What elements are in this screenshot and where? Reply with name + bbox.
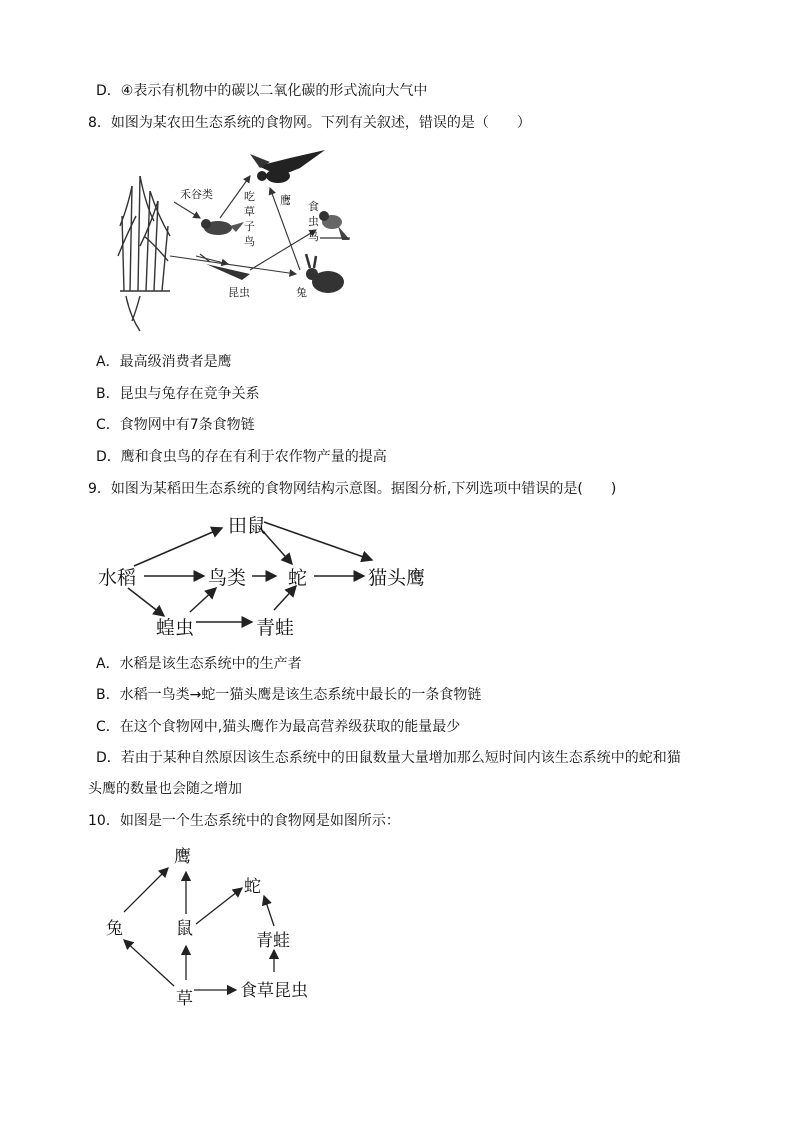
label-rabbit: 兔 — [296, 286, 307, 299]
label-insect-bird-3: 鸟 — [308, 230, 319, 243]
label-seed-bird-2: 草 — [244, 205, 255, 218]
node-snake: 蛇 — [288, 567, 308, 589]
label-insect-bird-2: 虫 — [308, 215, 319, 228]
node-frog: 青蛙 — [256, 931, 290, 951]
q9-option-a: A．水稻是该生态系统中的生产者 — [96, 656, 302, 672]
q8-option-b: B．昆虫与兔存在竞争关系 — [96, 386, 260, 402]
node-owl: 猫头鹰 — [368, 567, 426, 589]
node-mouse: 鼠 — [176, 919, 193, 939]
seed-bird-drawing — [201, 219, 244, 235]
q9-food-web-diagram — [92, 508, 432, 638]
node-birds: 鸟类 — [208, 567, 247, 589]
q9-option-b: B．水稻一鸟类→蛇一猫头鹰是该生态系统中最长的一条食物链 — [96, 687, 482, 703]
node-herb-insect: 食草昆虫 — [240, 981, 308, 1001]
q8-option-c: C．食物网中有7条食物链 — [96, 417, 255, 433]
node-frog: 青蛙 — [256, 617, 295, 638]
label-seed-bird-1: 吃 — [244, 190, 255, 203]
insect-bird-drawing — [319, 211, 350, 240]
grain-plant-drawing — [118, 176, 170, 331]
q10-food-web-diagram — [98, 840, 338, 1015]
label-insect: 昆虫 — [228, 286, 250, 299]
question-9-stem: 9．如图为某稻田生态系统的食物网结构示意图。据图分析,下列选项中错误的是( ) — [88, 481, 617, 497]
q9-option-d-continued: 头鹰的数量也会随之增加 — [88, 781, 242, 797]
node-hawk: 鹰 — [174, 847, 191, 867]
label-seed-bird-3: 子 — [244, 220, 255, 233]
label-seed-bird-4: 鸟 — [244, 235, 255, 248]
node-rice: 水稻 — [98, 567, 137, 589]
q8-food-web-illustration — [110, 146, 370, 336]
label-insect-bird-1: 食 — [308, 200, 319, 213]
option-d-prev: D．④表示有机物中的碳以二氧化碳的形式流向大气中 — [96, 83, 428, 99]
node-grass: 草 — [176, 989, 193, 1009]
hawk-drawing — [250, 150, 325, 183]
node-locust: 蝗虫 — [156, 617, 195, 638]
q9-option-d: D．若由于某种自然原因该生态系统中的田鼠数量大量增加那么短时间内该生态系统中的蛇和猫 — [96, 750, 681, 766]
node-field-mouse: 田鼠 — [228, 515, 267, 537]
q9-option-c: C．在这个食物网中,猫头鹰作为最高营养级获取的能量最少 — [96, 719, 461, 735]
q8-option-a: A．最高级消费者是鹰 — [96, 354, 232, 370]
label-grain: 禾谷类 — [180, 188, 213, 201]
insect-drawing — [200, 254, 250, 280]
q8-option-d: D．鹰和食虫鸟的存在有利于农作物产量的提高 — [96, 449, 387, 465]
node-snake: 蛇 — [244, 877, 261, 897]
question-10-stem: 10．如图是一个生态系统中的食物网是如图所示： — [88, 813, 400, 829]
question-8-stem: 8．如图为某农田生态系统的食物网。下列有关叙述，错误的是（ ） — [88, 115, 531, 131]
label-hawk: 鹰 — [280, 194, 291, 207]
rabbit-drawing — [306, 254, 344, 293]
node-rabbit: 兔 — [106, 919, 123, 939]
